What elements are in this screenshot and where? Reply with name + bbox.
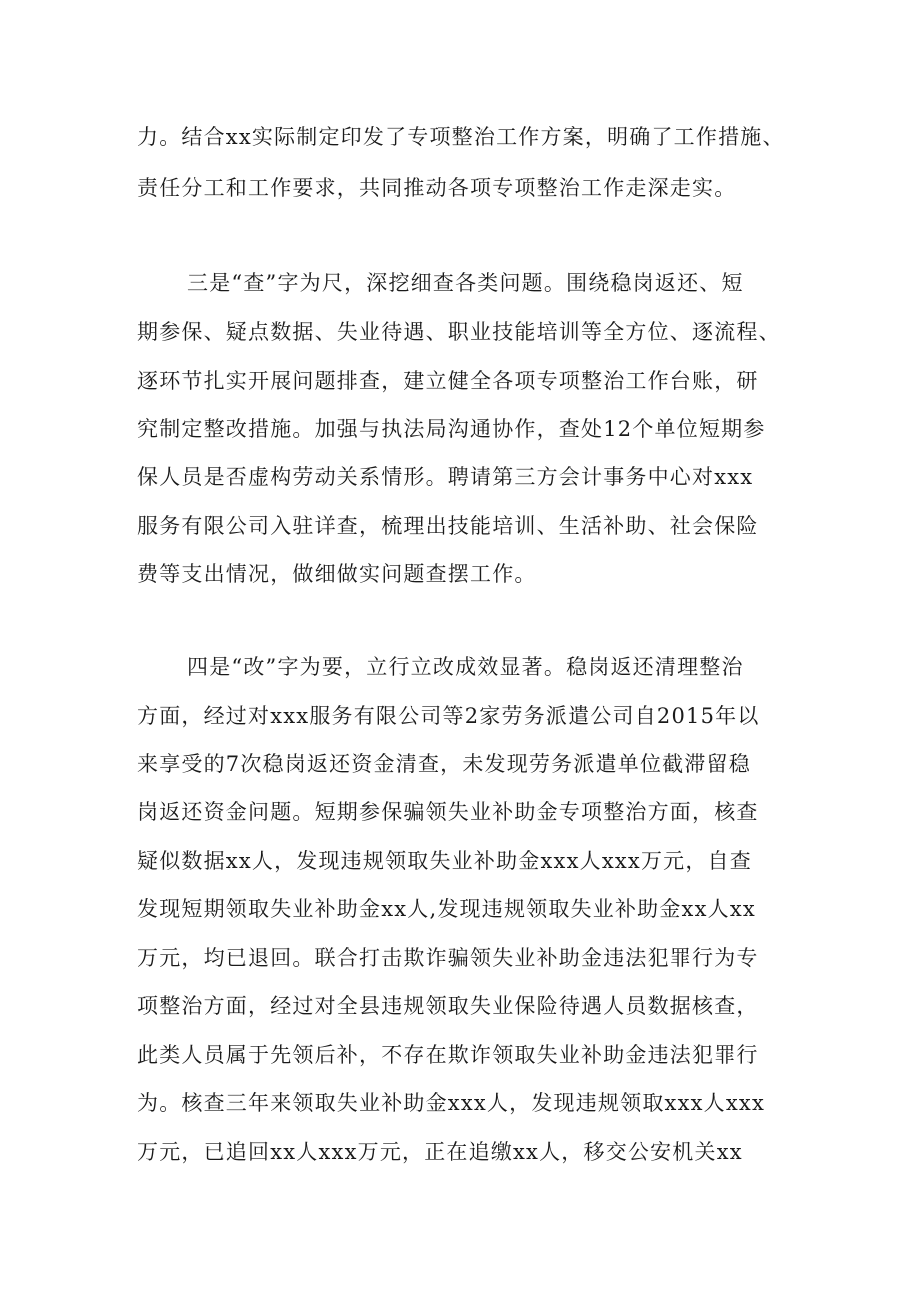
text-line: 发现短期领取失业补助金xx人,发现违规领取失业补助金xx人xx [137,897,756,921]
text-line: 四是“改”字为要，立行立改成效显著。稳岗返还清理整治 [187,655,744,679]
text-line: 保人员是否虚构劳动关系情形。聘请第三方会计事务中心对xxx [137,465,754,489]
text-line: 万元，均已退回。联合打击欺诈骗领失业补助金违法犯罪行为专 [137,946,759,970]
text-line: 究制定整改措施。加强与执法局沟通协作，查处12个单位短期参 [137,417,766,441]
text-line: 逐环节扎实开展问题排查，建立健全各项专项整治工作台账，研 [137,369,759,393]
text-line: 责任分工和工作要求，共同推动各项专项整治工作走深走实。 [137,176,737,200]
text-line: 万元，已追回xx人xxx万元，正在追缴xx人，移交公安机关xx [137,1140,743,1164]
text-line: 服务有限公司入驻详查，梳理出技能培训、生活补助、社会保险 [137,514,759,538]
text-line: 岗返还资金问题。短期参保骗领失业补助金专项整治方面，核查 [137,800,759,824]
text-line: 此类人员属于先领后补，不存在欺诈领取失业补助金违法犯罪行 [137,1043,759,1067]
text-line: 来享受的7次稳岗返还资金清查，未发现劳务派遣单位截滞留稳 [137,752,751,776]
text-line: 三是“查”字为尺，深挖细查各类问题。围绕稳岗返还、短 [187,271,744,295]
text-line: 方面，经过对xxx服务有限公司等2家劳务派遣公司自2015年以 [137,704,760,728]
text-line: 期参保、疑点数据、失业待遇、职业技能培训等全方位、逐流程、 [137,320,781,344]
text-line: 费等支出情况，做细做实问题查摆工作。 [137,562,537,586]
text-line: 疑似数据xx人，发现违规领取失业补助金xxx人xxx万元，自查 [137,849,752,873]
text-line: 力。结合xx实际制定印发了专项整治工作方案，明确了工作措施、 [137,125,785,149]
text-line: 项整治方面，经过对全县违规领取失业保险待遇人员数据核查， [137,994,759,1018]
text-line: 为。核查三年来领取失业补助金xxx人，发现违规领取xxx人xxx [137,1091,765,1115]
